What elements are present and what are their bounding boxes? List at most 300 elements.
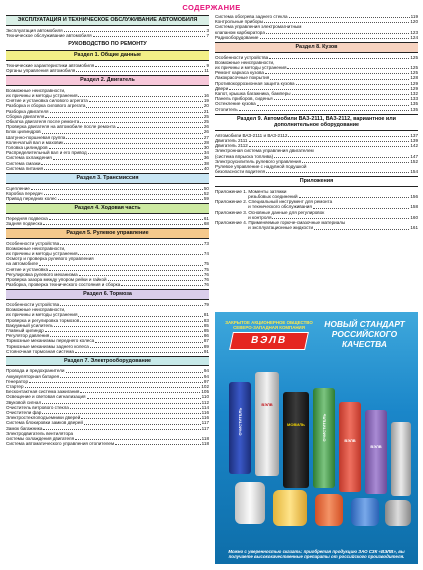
toc-page-number: 129	[410, 85, 418, 91]
toc-entry[interactable]	[6, 441, 209, 446]
toc-entry-title: Автомобили ВАЗ-2111 и ВАЗ-2112	[215, 132, 288, 138]
toc-section	[6, 289, 209, 354]
dot-leader	[49, 219, 203, 220]
section-header: ЭКСПЛУАТАЦИЯ И ТЕХНИЧЕСКОЕ ОБСЛУЖИВАНИЕ АВТОМОБИЛЯ	[6, 15, 209, 26]
toc-page-number: 116	[201, 410, 209, 416]
dot-leader	[79, 275, 203, 276]
toc-page-number: 19	[203, 98, 209, 104]
toc-entry-title: Органы управления автомобиля	[6, 68, 76, 74]
toc-page-number: 40	[203, 165, 209, 171]
dot-leader	[45, 117, 203, 118]
toc-page-number: 50	[203, 185, 209, 191]
toc-page-number: 156	[410, 194, 418, 200]
product-bottle-image	[351, 498, 379, 526]
toc-page-number: 68	[203, 220, 209, 226]
toc-entry-title: Очистители фар	[6, 410, 42, 416]
toc-page-number: 20	[203, 103, 209, 109]
toc-entry-title: Регулятор давления	[6, 333, 50, 339]
toc-page-number: 133	[410, 96, 418, 102]
toc-page-number: 117	[201, 420, 209, 426]
toc-page-number: 16	[203, 93, 209, 99]
dot-leader	[76, 71, 203, 72]
toc-entry-title: Радиооборудование	[215, 34, 259, 40]
toc-page-number: 128	[410, 75, 418, 81]
toc-page-number: 118	[201, 441, 209, 447]
toc-page-number: 75	[203, 261, 209, 267]
toc-page-number: 28	[203, 139, 209, 145]
product-can-image	[283, 392, 309, 488]
dot-leader	[50, 336, 203, 337]
dot-leader	[64, 31, 206, 32]
toc-entry[interactable]	[215, 225, 418, 230]
toc-page-number: 59	[203, 195, 209, 201]
toc-entry-title: Капот, крышка багажника, бамперы	[215, 90, 291, 96]
dot-leader	[84, 424, 201, 425]
toc-page-number: 81	[203, 312, 209, 318]
section-header: РУКОВОДСТВО ПО РЕМОНТУ	[6, 40, 209, 49]
dot-leader	[31, 189, 203, 190]
toc-page-number: 161	[410, 225, 418, 231]
product-label: ОЧИСТИТЕЛЬ	[237, 407, 243, 436]
toc-entry-title: Двери	[215, 85, 229, 91]
toc-entry-title: Ремонт каркаса кузова	[215, 70, 264, 76]
toc-entry-title: Проверка зазора между упором рейки и гайкой	[6, 277, 107, 282]
toc-entry-title: Двигатель 2112	[215, 143, 248, 149]
dot-leader	[272, 218, 409, 219]
toc-entry-title: Освещение и световая сигнализация	[6, 394, 86, 400]
toc-entry-title: Звуковой сигнал	[6, 399, 42, 405]
toc-left-column	[6, 14, 209, 448]
dot-leader	[81, 418, 200, 419]
toc-page-number: 94	[203, 368, 209, 374]
toc-page-number: 11	[204, 68, 209, 74]
toc-section	[6, 356, 209, 447]
toc-page-number: 76	[203, 277, 209, 282]
toc-entry-title: их причины и методы устранения	[6, 250, 78, 256]
toc-page-number: 61	[203, 215, 209, 221]
toc-page-number: 27	[203, 134, 209, 140]
section-header: Приложения	[215, 176, 418, 187]
dot-leader	[287, 68, 409, 69]
toc-entry-title: Возможные неисправности,	[215, 59, 275, 65]
toc-page-number: 25	[203, 119, 209, 125]
ad-footer-text: Можно с уверенностью сказать: приобретая продукцию ЗАО СЗК «ВЭЛВ», вы получаете высококачественные препараты от российского производителя.	[228, 548, 405, 559]
toc-entry-title: Электронная система управления двигателем	[215, 148, 314, 154]
ad-company-line: ЗАКРЫТОЕ АКЦИОНЕРНОЕ ОБЩЕСТВО	[225, 320, 313, 325]
toc-entry-title: системы охлаждения двигателя	[6, 436, 75, 442]
ad-company	[223, 320, 315, 350]
toc-page-number: 139	[410, 137, 418, 143]
advertisement	[215, 312, 418, 564]
toc-entry-title: Система охлаждения	[6, 155, 52, 161]
section-header: Раздел 5. Рулевое управление	[6, 228, 209, 239]
toc-section	[215, 114, 418, 175]
dot-leader	[115, 444, 201, 445]
toc-entry-title: и эксплуатационные жидкости	[215, 225, 314, 231]
dot-leader	[53, 159, 203, 160]
toc-entry-title: Стартер	[6, 384, 24, 390]
toc-entry-title: Электроусилитель рулевого управления	[215, 158, 302, 164]
toc-entry-title: Система управления электромагнитным	[215, 24, 302, 30]
dot-leader	[288, 136, 409, 137]
dot-leader	[60, 377, 203, 378]
dot-leader	[95, 66, 205, 67]
toc-entry-title: Рулевое управление с надувной подушкой	[215, 163, 307, 169]
dot-leader	[50, 112, 203, 113]
toc-entry-title: Отопитель	[215, 106, 238, 112]
dot-leader	[70, 408, 201, 409]
toc-entry-title: Распределительный вал и его привод	[6, 150, 87, 156]
toc-entry-title: Возможные неисправности,	[6, 87, 66, 93]
dot-leader	[302, 162, 409, 163]
toc-entry-title: их причины и методы устранения	[6, 312, 78, 318]
toc-page-number: 137	[410, 132, 418, 138]
dot-leader	[42, 403, 201, 404]
toc-entry[interactable]	[6, 349, 209, 354]
toc-entry-title: клапаном карбюратора	[215, 29, 265, 35]
toc-entry-title: Приложение 3. Основные данные для регулировок	[215, 209, 325, 215]
toc-entry-title: Головка цилиндров	[6, 145, 48, 151]
toc-page-number: 52	[203, 190, 209, 196]
toc-entry[interactable]	[6, 68, 209, 73]
toc-page-number: 91	[203, 348, 209, 354]
dot-leader	[264, 22, 409, 23]
toc-entry-title: (система впрыска топлива)	[215, 153, 274, 159]
dot-leader	[274, 157, 409, 158]
toc-entry-title: безопасности водителя	[215, 169, 266, 175]
ad-company-line: СЕВЕРО-ЗАПАДНАЯ КОМПАНИЯ	[233, 325, 305, 331]
toc-page-number: 114	[201, 404, 209, 410]
dot-leader	[229, 89, 409, 90]
toc-entry-title: Снятие и установка силового агрегата	[6, 98, 88, 104]
toc-entry-title: Система питания	[6, 165, 44, 171]
product-label: ВЭЛВ	[344, 438, 356, 443]
product-label: ВЭЛВ	[370, 444, 382, 449]
toc-page-number: 123	[410, 29, 418, 35]
toc-page-number: 3	[206, 27, 209, 33]
toc-entry-title: Сцепление	[6, 185, 30, 191]
dot-leader	[66, 372, 203, 373]
toc-page-number: 30	[203, 145, 209, 151]
toc-section	[6, 15, 209, 38]
toc-entry-title: Особенности устройства	[6, 301, 60, 307]
toc-entry-title: Стояночная тормозная система	[6, 348, 74, 354]
toc-entry-title: Эксплуатация автомобиля	[6, 27, 63, 33]
toc-entry-title: Приложение 4. Применяемые горюче-смазочные материалы	[215, 220, 346, 226]
toc-entry[interactable]	[6, 282, 209, 287]
toc-page-number: 119	[410, 14, 418, 19]
dot-leader	[60, 305, 203, 306]
dot-leader	[29, 382, 203, 383]
toc-page-number: 76	[203, 271, 209, 277]
toc-page-number: 73	[203, 240, 209, 246]
toc-page-number: 147	[410, 153, 418, 159]
toc-page-number: 135	[410, 101, 418, 107]
toc-section	[6, 173, 209, 201]
dot-leader	[296, 84, 410, 85]
toc-entry-title: на автомобиле	[6, 261, 39, 267]
toc-page-number: 9	[206, 62, 209, 68]
toc-page-number: 79	[203, 301, 209, 307]
dot-leader	[44, 194, 203, 195]
toc-entry-title: Проверка двигателя на автомобиле после ремонта	[6, 124, 116, 130]
dot-leader	[87, 398, 201, 399]
toc-entry-title: Блок цилиндров	[6, 129, 41, 135]
dot-leader	[49, 148, 203, 149]
dot-leader	[93, 36, 206, 37]
page-title: СОДЕРЖАНИЕ	[182, 3, 241, 12]
dot-leader	[266, 33, 409, 34]
toc-entry-title: Шатунно-поршневая группа	[6, 134, 66, 140]
toc-entry-title: Техническое обслуживание автомобиля	[6, 32, 92, 38]
dot-leader	[58, 199, 203, 200]
toc-page-number: 21	[203, 108, 209, 114]
toc-entry-title: Панель приборов, сиденья	[215, 96, 273, 102]
dot-leader	[265, 73, 409, 74]
toc-entry-title: Очиститель ветрового стекла	[6, 404, 69, 410]
toc-entry-title: Главный цилиндр	[6, 327, 44, 333]
toc-entry-title: Контрольные приборы	[215, 19, 264, 25]
dot-leader	[39, 265, 203, 266]
toc-entry-title: Возможные неисправности,	[6, 307, 66, 313]
toc-entry-title: Регулировка рулевого механизма	[6, 271, 78, 277]
toc-page-number: 116	[201, 415, 209, 421]
toc-entry-title: Обкатка двигателя после ремонта	[6, 119, 80, 125]
dot-leader	[64, 143, 203, 144]
dot-leader	[75, 439, 201, 440]
toc-entry-title: Лакокрасочные покрытия	[215, 75, 270, 81]
toc-entry-title: и технического обслуживания	[215, 204, 312, 210]
dot-leader	[44, 169, 203, 170]
dot-leader	[49, 270, 203, 271]
toc-entry-title: их причины и методы устранения	[215, 64, 287, 70]
toc-page-number: 158	[410, 204, 418, 210]
toc-entry-title: Проверка и регулировка тормозов	[6, 317, 80, 323]
product-bottle-image	[315, 494, 343, 526]
product-can-image	[313, 388, 335, 488]
dot-leader	[249, 146, 409, 147]
dot-leader	[314, 229, 409, 230]
toc-entry-title: Разборка, проверка технического состояния и сборка	[6, 282, 121, 288]
toc-entry-title: Система блокировки замков дверей	[6, 420, 83, 426]
toc-section	[215, 42, 418, 112]
toc-page-number: 94	[203, 373, 209, 379]
toc-entry[interactable]	[215, 107, 418, 112]
toc-page-number: 83	[203, 317, 209, 323]
toc-entry[interactable]	[6, 166, 209, 171]
toc-entry-title: Аккумуляторная батарея	[6, 373, 60, 379]
toc-page-number: 124	[410, 34, 418, 40]
toc-entry-title: Сборка двигателя	[6, 113, 45, 119]
toc-page-number: 86	[203, 333, 209, 339]
toc-entry[interactable]	[6, 33, 209, 38]
toc-entry-title: Тормозные механизмы заднего колеса	[6, 343, 89, 349]
dot-leader	[121, 285, 203, 286]
toc-page-number: 160	[410, 214, 418, 220]
product-bottle-image	[385, 500, 411, 526]
dot-leader	[86, 107, 202, 108]
toc-page-number: 117	[201, 425, 209, 431]
section-header: Раздел 3. Трансмиссия	[6, 173, 209, 184]
toc-page-number: 36	[203, 155, 209, 161]
toc-page-number: 76	[203, 282, 209, 288]
toc-entry-title: Технические характеристики автомобиля	[6, 62, 95, 68]
toc-entry-title: Противокоррозионная защита кузова	[215, 80, 295, 86]
dot-leader	[25, 387, 201, 388]
toc-entry-title: Разборка двигателя	[6, 108, 49, 114]
toc-entry-title: Приложение 1. Моменты затяжки	[215, 188, 287, 194]
dot-leader	[80, 392, 200, 393]
toc-page-number: 7	[206, 32, 209, 38]
dot-leader	[292, 94, 410, 95]
section-header: Раздел 9. Автомобили ВАЗ-2111, ВАЗ-2112, вариантное или дополнительное оборудование	[215, 114, 418, 131]
toc-section	[6, 50, 209, 73]
toc-entry-title: Двигатель 2111	[215, 137, 248, 143]
dot-leader	[117, 127, 203, 128]
toc-entry[interactable]	[6, 221, 209, 226]
dot-leader	[249, 141, 410, 142]
toc-entry-title: Тормозные механизмы переднего колеса	[6, 338, 95, 344]
product-label: МОВИЛЬ	[287, 422, 305, 427]
toc-entry-title: Система автоматического управления отопителем	[6, 441, 115, 447]
dot-leader	[289, 17, 410, 18]
toc-entry-title: Особенности устройства	[215, 54, 269, 60]
section-header: Раздел 2. Двигатель	[6, 75, 209, 86]
dot-leader	[45, 331, 203, 332]
product-can-image	[229, 382, 251, 474]
dot-leader	[108, 280, 203, 281]
dot-leader	[260, 38, 410, 39]
toc-entry[interactable]	[215, 169, 418, 174]
toc-page-number: 152	[410, 158, 418, 164]
toc-page-number: 105	[201, 389, 209, 395]
product-label: ОЧИСТИТЕЛЬ	[321, 413, 327, 442]
toc-page-number: 26	[203, 124, 209, 130]
toc-page-number: 74	[203, 250, 209, 256]
dot-leader	[239, 110, 410, 111]
toc-entry-title: Передняя подвеска	[6, 215, 48, 221]
toc-entry-title: и контроля	[215, 214, 272, 220]
dot-leader	[43, 429, 200, 430]
dot-leader	[88, 153, 203, 154]
toc-page-number: 135	[410, 106, 418, 112]
toc-section	[6, 40, 209, 49]
toc-entry-title: Вакуумный усилитель	[6, 322, 53, 328]
dot-leader	[66, 138, 203, 139]
toc-entry-title: Приложение 2. Специальный инструмент для ремонта	[215, 199, 333, 205]
product-can-image	[365, 410, 387, 494]
toc-page-number: 118	[201, 436, 209, 442]
dot-leader	[313, 208, 409, 209]
toc-entry-title: Особенности устройства	[6, 240, 60, 246]
toc-entry-title: Возможные неисправности,	[6, 245, 66, 251]
toc-page-number: 129	[410, 80, 418, 86]
toc-entry-title: Генератор	[6, 378, 28, 384]
dot-leader	[60, 244, 203, 245]
toc-section	[6, 203, 209, 226]
toc-entry-title: Задняя подвеска	[6, 220, 43, 226]
product-can-image	[255, 372, 279, 476]
toc-page-number: 38	[203, 160, 209, 166]
toc-page-number: 142	[410, 143, 418, 149]
dot-leader	[95, 342, 203, 343]
toc-entry[interactable]	[215, 35, 418, 40]
product-label: ВЭЛВ	[261, 402, 273, 407]
dot-leader	[43, 224, 203, 225]
section-header: Раздел 6. Тормоза	[6, 289, 209, 300]
toc-page-number: 110	[201, 394, 209, 400]
ad-tagline: НОВЫЙ СТАНДАРТ РОССИЙСКОГО КАЧЕСТВА	[324, 319, 405, 349]
toc-page-number: 112	[201, 399, 209, 405]
toc-page-number: 120	[410, 19, 418, 25]
dot-leader	[78, 254, 202, 255]
product-can-image	[391, 422, 411, 496]
toc-page-number: 89	[203, 343, 209, 349]
toc-page-number: 125	[410, 54, 418, 60]
dot-leader	[90, 347, 203, 348]
dot-leader	[266, 172, 409, 173]
toc-entry-title: их причины и методы устранения	[6, 93, 78, 99]
toc-entry-title: Бесконтактная система зажигания	[6, 389, 80, 395]
toc-entry-title: Система смазки	[6, 160, 41, 166]
toc-entry-title: Электростеклоподъемники дверей	[6, 415, 81, 421]
toc-page-number: 85	[203, 327, 209, 333]
toc-page-number: 26	[203, 129, 209, 135]
toc-entry-title: резьбовых соединений	[215, 194, 298, 200]
dot-leader	[54, 326, 203, 327]
dot-leader	[80, 321, 203, 322]
toc-page-number: 25	[203, 113, 209, 119]
product-bottle-image	[273, 490, 307, 526]
product-bottle-image	[235, 482, 265, 524]
toc-page-number: 97	[203, 378, 209, 384]
toc-section	[6, 228, 209, 287]
toc-entry-title: Коленчатый вал и маховик	[6, 139, 64, 145]
toc-section	[215, 176, 418, 230]
toc-entry-title: Осмотр и проверка рулевого управления	[6, 256, 94, 262]
dot-leader	[78, 316, 202, 317]
section-header: Раздел 8. Кузов	[215, 42, 418, 53]
toc-page-number: 85	[203, 322, 209, 328]
toc-entry-title: Снятие и установка	[6, 266, 49, 272]
section-header: Раздел 7. Электрооборудование	[6, 356, 209, 367]
toc-page-number: 125	[410, 70, 418, 76]
toc-entry-title: Разборка и сборка силового агрегата	[6, 103, 86, 109]
dot-leader	[80, 122, 203, 123]
dot-leader	[89, 101, 203, 102]
dot-leader	[78, 96, 202, 97]
dot-leader	[41, 164, 202, 165]
section-header: Раздел 4. Ходовая часть	[6, 203, 209, 214]
dot-leader	[42, 133, 203, 134]
toc-entry-title: Коробка передач	[6, 190, 43, 196]
dot-leader	[299, 197, 410, 198]
dot-leader	[257, 105, 410, 106]
toc-page-number: 75	[203, 266, 209, 272]
toc-page-number: 154	[410, 169, 418, 175]
toc-page-number: 132	[410, 90, 418, 96]
toc-entry-title: Провода и предохранители	[6, 368, 65, 374]
toc-entry[interactable]	[6, 196, 209, 201]
toc-entry-title: Электродвигатель вентилятора	[6, 430, 74, 436]
dot-leader	[269, 58, 409, 59]
dot-leader	[42, 413, 200, 414]
toc-entry-title: Остекление кузова	[215, 101, 256, 107]
toc-entry-title: Привод передних колес	[6, 195, 57, 201]
toc-entry-title: Замок багажника	[6, 425, 43, 431]
section-header: Раздел 1. Общие данные	[6, 50, 209, 61]
toc-page-number: 87	[203, 338, 209, 344]
